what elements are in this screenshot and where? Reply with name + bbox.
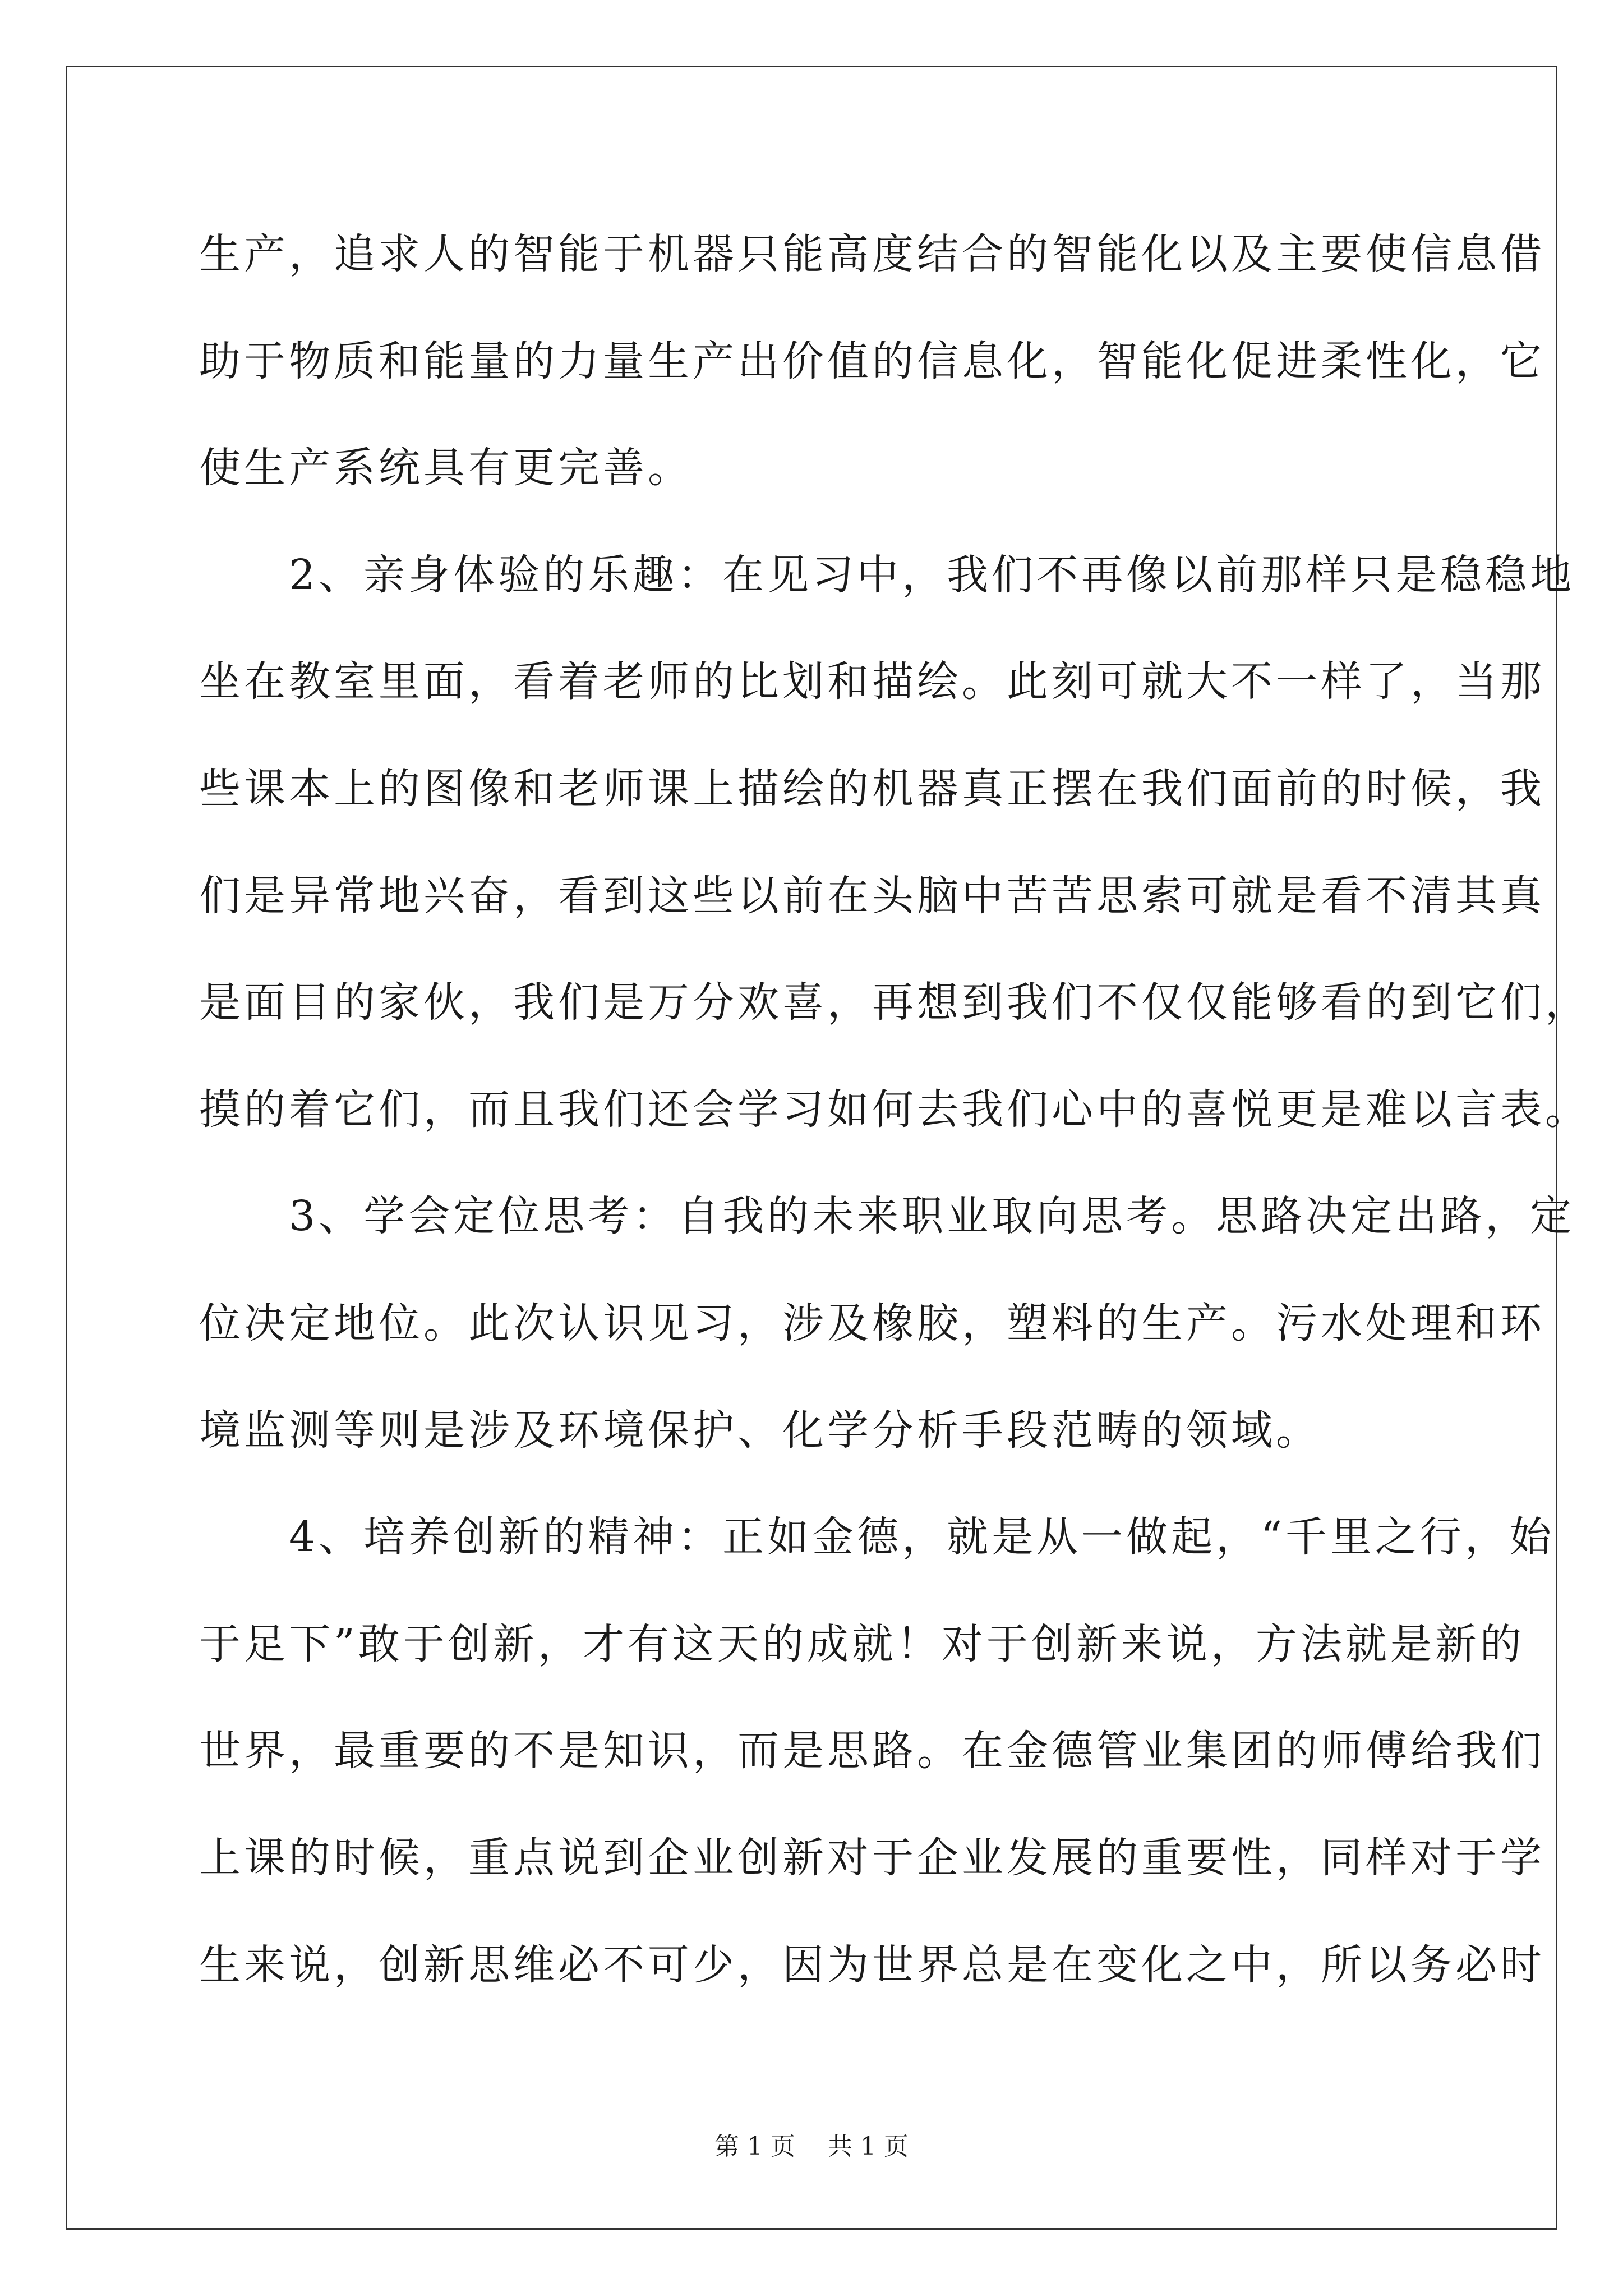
text-line: 世界，最重要的不是知识，而是思路。在金德管业集团的师傅给我们 [199,1727,1545,1775]
text-line: 生来说，创新思维必不可少，因为世界总是在变化之中，所以务必时 [199,1940,1545,1989]
text-line: 于足下”敢于创新，才有这天的成就！对于创新来说，方法就是新的 [199,1619,1525,1668]
text-line: 上课的时候，重点说到企业创新对于企业发展的重要性，同样对于学 [199,1833,1545,1882]
text-line: 3、学会定位思考：自我的未来职业取向思考。思路决定出路，定 [199,1192,1575,1241]
text-line: 位决定地位。此次认识见习，涉及橡胶，塑料的生产。污水处理和环 [199,1299,1545,1347]
text-line: 助于物质和能量的力量生产出价值的信息化，智能化促进柔性化，它 [199,337,1545,385]
text-line: 坐在教室里面，看着老师的比划和描绘。此刻可就大不一样了，当那 [199,657,1545,706]
text-line: 境监测等则是涉及环境保护、化学分析手段范畴的领域。 [199,1406,1321,1455]
text-line: 些课本上的图像和老师课上描绘的机器真正摆在我们面前的时候，我 [199,764,1545,813]
text-line: 2、亲身体验的乐趣：在见习中，我们不再像以前那样只是稳稳地 [199,550,1575,599]
document-body [199,201,1590,2018]
page-number: 第 1 页 共 1 页 [714,2132,909,2161]
text-line: 生产，追求人的智能于机器只能高度结合的智能化以及主要使信息借 [199,230,1545,278]
text-line: 4、培养创新的精神：正如金德，就是从一做起，“千里之行，始 [199,1513,1555,1562]
text-line: 是面目的家伙，我们是万分欢喜，再想到我们不仅仅能够看的到它们， [199,978,1590,1027]
page-footer [0,2126,1623,2162]
text-line: 们是异常地兴奋，看到这些以前在头脑中苦苦思索可就是看不清其真 [199,871,1545,920]
text-line: 使生产系统具有更完善。 [199,444,693,493]
text-line: 摸的着它们，而且我们还会学习如何去我们心中的喜悦更是难以言表。 [199,1085,1590,1134]
